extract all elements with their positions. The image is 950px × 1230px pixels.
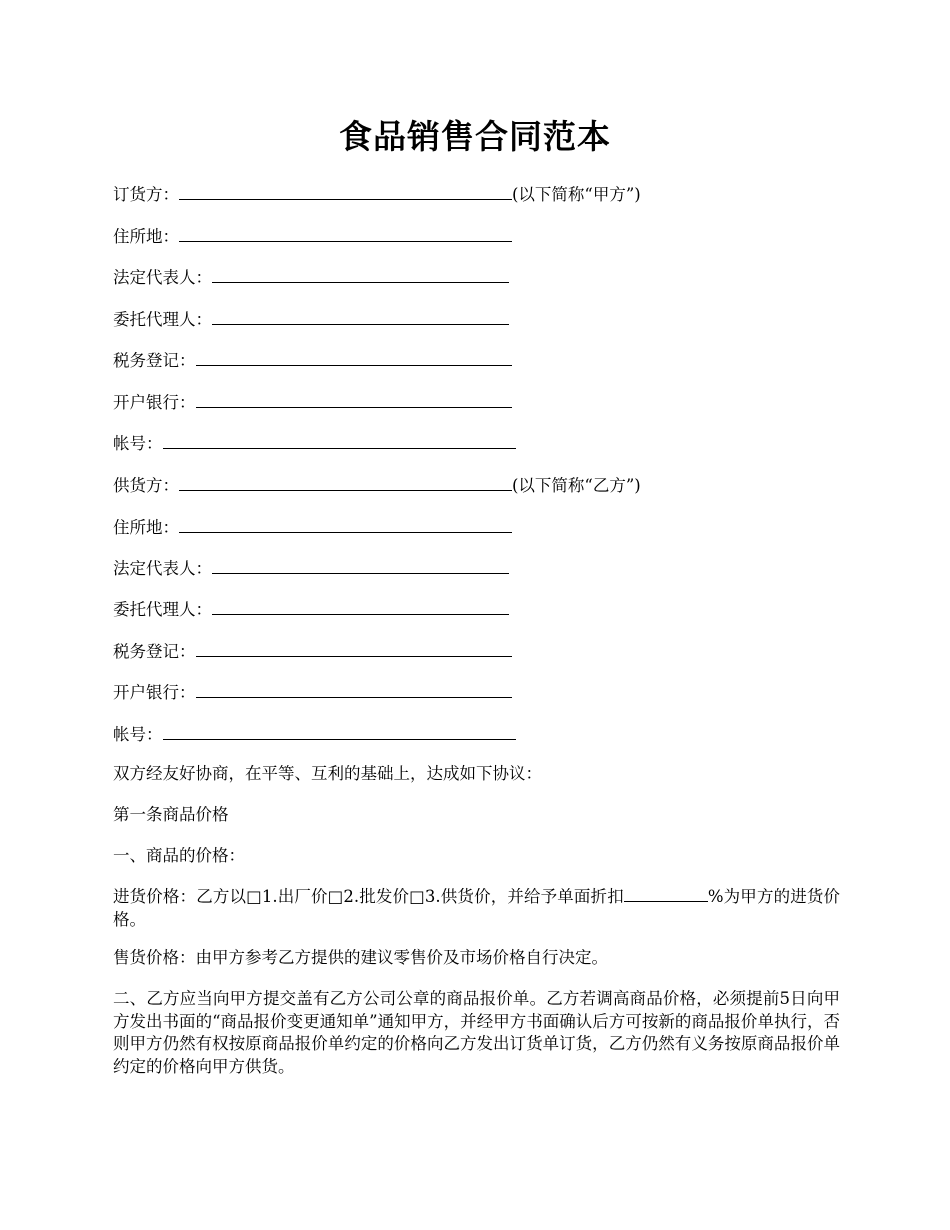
party-a-account-line: [113, 431, 516, 455]
account-label: 帐号：: [113, 434, 163, 453]
section-1-heading: 一、商品的价格：: [113, 846, 245, 865]
party-b-legal-rep-line: [113, 556, 509, 580]
legal-rep-label: 法定代表人：: [113, 268, 212, 287]
legal-rep-blank[interactable]: [212, 556, 509, 574]
tax-label: 税务登记：: [113, 351, 196, 370]
purchase-price-text: 进货价格：乙方以□1.出厂价□2.批发价□3.供货价，并给予单面折扣: [113, 887, 624, 906]
party-b-account-line: [113, 722, 516, 746]
party-b-agent-line: [113, 597, 509, 621]
bank-label: 开户银行：: [113, 683, 196, 702]
article-1-heading: 第一条商品价格: [113, 805, 229, 824]
party-b-supplier-line: [113, 473, 641, 497]
address-label: 住所地：: [113, 518, 179, 537]
account-blank[interactable]: [163, 431, 516, 449]
tax-label: 税务登记：: [113, 642, 196, 661]
orderer-blank[interactable]: [179, 182, 512, 200]
party-a-orderer-line: [113, 182, 641, 206]
agent-label: 委托代理人：: [113, 600, 212, 619]
bank-blank[interactable]: [196, 680, 512, 698]
account-label: 帐号：: [113, 725, 163, 744]
section-2-paragraph: 二、乙方应当向甲方提交盖有乙方公司公章的商品报价单。乙方若调高商品价格，必须提前5日向甲方发出书面的“商品报价变更通知单”通知甲方，并经甲方书面确认后方可按新的商品报价单执行，否则甲方仍然有权按原商品报价单约定的价格向乙方发出订货单订货，乙方仍然有义务按原商品报价单约定的价格向甲方供货。: [113, 989, 840, 1076]
purchase-price-paragraph: [113, 884, 840, 931]
agent-blank[interactable]: [212, 307, 509, 325]
bank-blank[interactable]: [196, 390, 512, 408]
address-blank[interactable]: [179, 515, 512, 533]
account-blank[interactable]: [163, 722, 516, 740]
discount-blank[interactable]: [624, 884, 708, 902]
supplier-blank[interactable]: [179, 473, 512, 491]
address-blank[interactable]: [179, 224, 512, 242]
party-a-bank-line: [113, 390, 512, 414]
party-a-tax-line: [113, 348, 512, 372]
intro-paragraph: 双方经友好协商，在平等、互利的基础上，达成如下协议：: [113, 764, 542, 783]
purchase-price-text-end: %为甲方的进货价格。: [113, 887, 841, 929]
orderer-label: 订货方：: [113, 185, 179, 204]
legal-rep-blank[interactable]: [212, 265, 509, 283]
party-a-legal-rep-line: [113, 265, 509, 289]
tax-blank[interactable]: [196, 639, 512, 657]
sale-price-paragraph: 售货价格：由甲方参考乙方提供的建议零售价及市场价格自行决定。: [113, 948, 608, 967]
orderer-suffix: (以下简称“甲方”): [512, 185, 641, 204]
supplier-label: 供货方：: [113, 476, 179, 495]
legal-rep-label: 法定代表人：: [113, 559, 212, 578]
party-a-address-line: [113, 224, 512, 248]
party-b-address-line: [113, 515, 512, 539]
party-a-agent-line: [113, 307, 509, 331]
party-b-tax-line: [113, 639, 512, 663]
address-label: 住所地：: [113, 227, 179, 246]
document-title: 食品销售合同范本: [339, 117, 611, 156]
agent-blank[interactable]: [212, 597, 509, 615]
bank-label: 开户银行：: [113, 393, 196, 412]
party-b-bank-line: [113, 680, 512, 704]
supplier-suffix: (以下简称“乙方”): [512, 476, 641, 495]
agent-label: 委托代理人：: [113, 310, 212, 329]
tax-blank[interactable]: [196, 348, 512, 366]
